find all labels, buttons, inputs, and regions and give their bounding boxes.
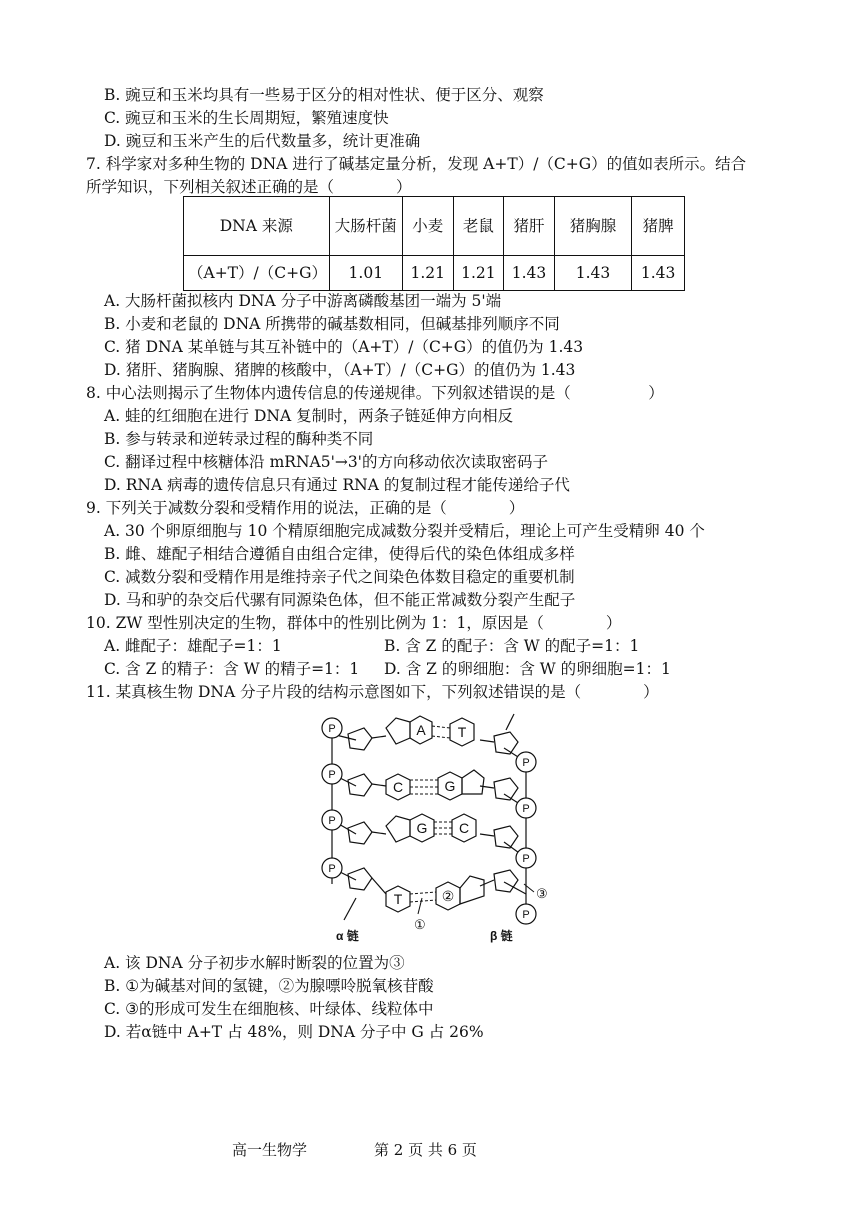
hydrogen-bond <box>410 900 436 902</box>
q11-option-d: D. 若α链中 A+T 占 48%，则 DNA 分子中 G 占 26% <box>104 1023 484 1041</box>
table-row-label: （A+T）/（C+G） <box>184 256 330 291</box>
q9-option-c: C. 减数分裂和受精作用是维持亲子代之间染色体数目稳定的重要机制 <box>104 568 575 586</box>
q6-option-b: B. 豌豆和玉米均具有一些易于区分的相对性状、便于区分、观察 <box>104 86 544 104</box>
phosphate-label: P <box>328 723 336 735</box>
base-label: T <box>393 891 403 907</box>
hydrogen-bond <box>432 736 450 738</box>
phosphate-label: P <box>522 853 530 865</box>
deoxyribose-left <box>348 774 372 796</box>
table-header-cell: 猪胸腺 <box>554 197 631 256</box>
base-label: G <box>416 820 428 836</box>
deoxyribose-left <box>348 822 372 844</box>
deoxyribose-right <box>494 826 518 848</box>
q7-stem-line2: 所学知识，下列相关叙述正确的是（ ） <box>86 178 412 196</box>
glycosidic-bond <box>480 880 494 886</box>
deoxyribose-right <box>494 732 518 754</box>
q10-stem: 10. ZW 型性别决定的生物，群体中的性别比例为 1：1，原因是（ ） <box>86 614 622 632</box>
table-header-cell: 猪肝 <box>504 197 555 256</box>
alpha-chain-label: α 链 <box>336 929 359 943</box>
table-value-cell: 1.21 <box>402 256 453 291</box>
base-label: T <box>457 724 467 740</box>
q8-option-a: A. 蛙的红细胞在进行 DNA 复制时，两条子链延伸方向相反 <box>104 407 514 425</box>
q7-option-b: B. 小麦和老鼠的 DNA 所携带的碱基数相同，但碱基排列顺序不同 <box>104 315 560 333</box>
q9-stem: 9. 下列关于减数分裂和受精作用的说法，正确的是（ ） <box>86 499 525 517</box>
backbone-bond <box>344 898 356 920</box>
q11-option-b: B. ①为碱基对间的氢键，②为腺嘌呤脱氧核苷酸 <box>104 977 434 995</box>
table-header-cell: 老鼠 <box>453 197 504 256</box>
hydrogen-bond <box>432 726 450 728</box>
table-header-cell: 猪脾 <box>632 197 685 256</box>
q9-option-d: D. 马和驴的杂交后代骡有同源染色体，但不能正常减数分裂产生配子 <box>104 591 576 609</box>
glycosidic-bond <box>372 736 386 738</box>
q7-option-a: A. 大肠杆菌拟核内 DNA 分子中游离磷酸基团一端为 5'端 <box>104 292 502 310</box>
dna-structure-diagram <box>314 708 554 944</box>
table-header-cell: 大肠杆菌 <box>329 197 402 256</box>
q8-option-c: C. 翻译过程中核糖体沿 mRNA5'→3'的方向移动依次读取密码子 <box>104 453 548 471</box>
base-label: G <box>444 778 456 794</box>
q7-option-d: D. 猪肝、猪胸腺、猪脾的核酸中，（A+T）/（C+G）的值仍为 1.43 <box>104 361 576 379</box>
q10-option-d: D. 含 Z 的卵细胞：含 W 的卵细胞=1：1 <box>384 660 671 678</box>
glycosidic-bond <box>480 834 494 836</box>
glycosidic-bond <box>480 740 494 742</box>
phosphate-label: P <box>522 803 530 815</box>
phosphate-label: P <box>328 815 336 827</box>
glycosidic-bond <box>372 832 386 834</box>
dna-ratio-table <box>183 196 685 291</box>
base-label: C <box>458 820 470 836</box>
table-value-cell: 1.43 <box>504 256 555 291</box>
q11-option-a: A. 该 DNA 分子初步水解时断裂的位置为③ <box>104 954 405 972</box>
marker-2-label: ② <box>441 888 455 904</box>
table-value-cell: 1.43 <box>554 256 631 291</box>
purine-ring <box>460 876 484 904</box>
q6-option-c: C. 豌豆和玉米的生长周期短，繁殖速度快 <box>104 109 389 127</box>
purine-ring <box>462 770 484 794</box>
phosphate-label: P <box>522 757 530 769</box>
base-label: A <box>416 722 426 738</box>
table-value-cell: 1.43 <box>632 256 685 291</box>
q9-option-b: B. 雌、雄配子相结合遵循自由组合定律，使得后代的染色体组成多样 <box>104 545 575 563</box>
q8-option-b: B. 参与转录和逆转录过程的酶种类不同 <box>104 430 374 448</box>
table-header-cell: 小麦 <box>402 197 453 256</box>
purine-ring <box>386 816 410 842</box>
hydrogen-bond <box>410 892 436 894</box>
q11-stem: 11. 某真核生物 DNA 分子片段的结构示意图如下，下列叙述错误的是（ ） <box>86 683 659 701</box>
q8-stem: 8. 中心法则揭示了生物体内遗传信息的传递规律。下列叙述错误的是（ ） <box>86 384 664 402</box>
table-value-cell: 1.01 <box>329 256 402 291</box>
footer-page-number: 第 2 页 共 6 页 <box>374 1141 477 1159</box>
deoxyribose-left <box>348 868 372 890</box>
phosphate-label: P <box>522 909 530 921</box>
marker-1-label: ① <box>414 917 426 932</box>
phosphate-label: P <box>328 769 336 781</box>
q6-option-d: D. 豌豆和玉米产生的后代数量多，统计更准确 <box>104 132 421 150</box>
backbone-bond <box>506 714 514 730</box>
glycosidic-bond <box>372 878 386 894</box>
marker-1-pointer <box>418 898 422 914</box>
q7-stem-line1: 7. 科学家对多种生物的 DNA 进行了碱基定量分析，发现 A+T）/（C+G）的值如表所示。结合 <box>86 155 747 173</box>
table-value-cell: 1.21 <box>453 256 504 291</box>
glycosidic-bond <box>480 786 494 788</box>
table-header-cell: DNA 来源 <box>184 197 330 256</box>
marker-3-label: ③ <box>536 886 548 901</box>
purine-ring <box>386 718 410 744</box>
q10-option-b: B. 含 Z 的配子：含 W 的配子=1：1 <box>384 637 640 655</box>
footer-subject: 高一生物学 <box>232 1141 308 1159</box>
deoxyribose-right <box>494 870 518 892</box>
base-label: C <box>392 779 404 795</box>
q10-option-c: C. 含 Z 的精子：含 W 的精子=1：1 <box>104 660 360 678</box>
q11-option-c: C. ③的形成可发生在细胞核、叶绿体、线粒体中 <box>104 1000 434 1018</box>
glycosidic-bond <box>372 784 386 786</box>
q9-option-a: A. 30 个卵原细胞与 10 个精原细胞完成减数分裂并受精后，理论上可产生受精卵 40 个 <box>104 522 705 540</box>
beta-chain-label: β 链 <box>490 929 513 943</box>
phosphate-label: P <box>328 863 336 875</box>
q8-option-d: D. RNA 病毒的遗传信息只有通过 RNA 的复制过程才能传递给子代 <box>104 476 570 494</box>
q10-option-a: A. 雌配子：雄配子=1：1 <box>104 637 282 655</box>
deoxyribose-right <box>494 778 518 800</box>
q7-option-c: C. 猪 DNA 某单链与其互补链中的（A+T）/（C+G）的值仍为 1.43 <box>104 338 584 356</box>
